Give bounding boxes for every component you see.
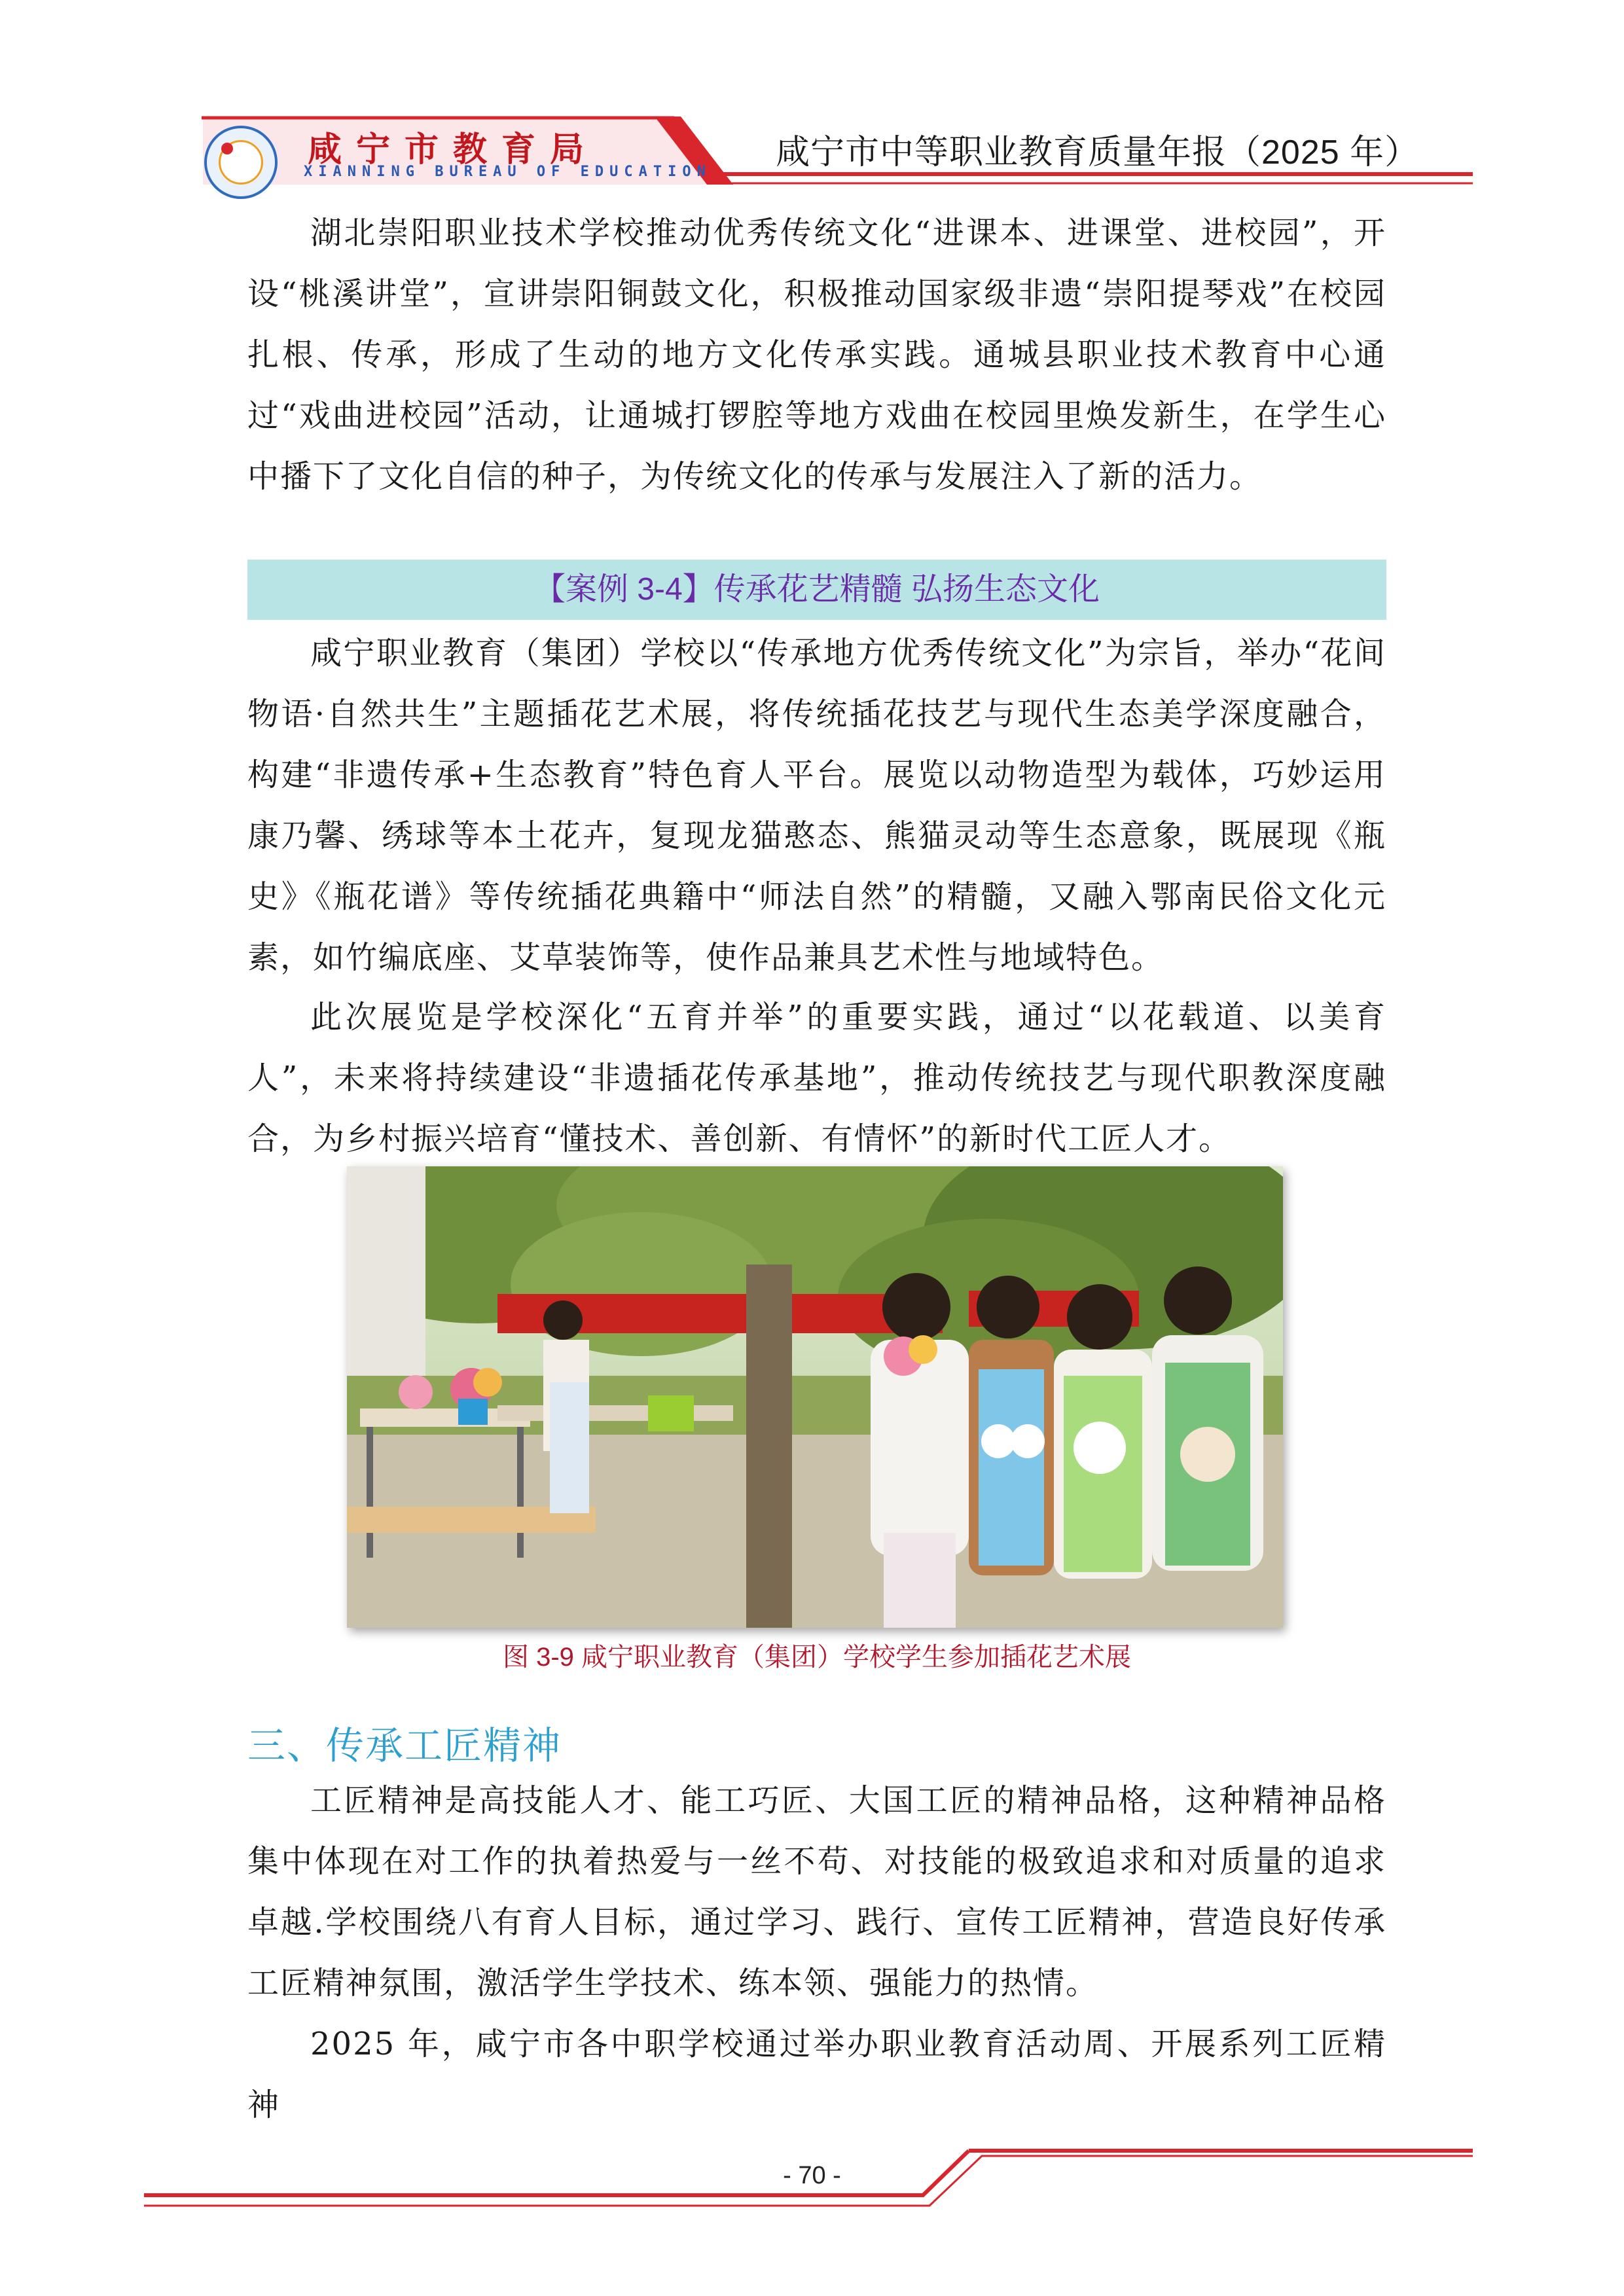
flower-exhibition-photo: [347, 1166, 1283, 1628]
section-paragraph: 工匠精神是高技能人才、能工巧匠、大国工匠的精神品格，这种精神品格集中体现在对工作的执着热爱与一丝不苟、对技能的极致追求和对质量的追求卓越.学校围绕八有育人目标，通过学习、践行、宣传工匠精神，营造良好传承工匠精神氛围，激活学生学技术、练本领、强能力的热情。: [247, 1782, 1386, 2001]
page-number: - 70 -: [783, 2162, 841, 2189]
bureau-logo-icon: [204, 126, 278, 199]
bureau-name-en: XIANNING BUREAU OF EDUCATION: [304, 164, 712, 180]
report-title: 咸宁市中等职业教育质量年报（2025 年）: [776, 134, 1420, 171]
case-paragraph: 此次展览是学校深化“五育并举”的重要实践，通过“以花载道、以美育人”，未来将持续建设“非遗插花传承基地”，推动传统技艺与现代职教深度融合，为乡村振兴培育“懂技术、善创新、有情怀”的新时代工匠人才。: [247, 999, 1386, 1157]
case-paragraph: 咸宁职业教育（集团）学校以“传承地方优秀传统文化”为宗旨，举办“花间物语·自然共生”主题插花艺术展，将传统插花技艺与现代生态美学深度融合，构建“非遗传承+生态教育”特色育人平台。展览以动物造型为载体，巧妙运用康乃馨、绣球等本土花卉，复现龙猫憨态、熊猫灵动等生态意象，既展现《瓶史》《瓶花谱》等传统插花典籍中“师法自然”的精髓，又融入鄂南民俗文化元素，如竹编底座、艾草装饰等，使作品兼具艺术性与地域特色。: [247, 635, 1386, 976]
figure-caption: 图 3-9 咸宁职业教育（集团）学校学生参加插花艺术展: [502, 1643, 1132, 1672]
section-heading: 三、传承工匠精神: [247, 1725, 562, 1767]
bureau-name: 咸宁市教育局: [308, 130, 599, 170]
section-paragraph: 2025 年，咸宁市各中职学校通过举办职业教育活动周、开展系列工匠精神: [247, 2026, 1386, 2123]
case-title: 【案例 3-4】传承花艺精髓 弘扬生态文化: [533, 572, 1100, 607]
photo-illustration: [347, 1166, 1283, 1628]
body-paragraph: 湖北崇阳职业技术学校推动优秀传统文化“进课本、进课堂、进校园”，开设“桃溪讲堂”，宣讲崇阳铜鼓文化，积极推动国家级非遗“崇阳提琴戏”在校园扎根、传承，形成了生动的地方文化传承实践。通城县职业技术教育中心通过“戏曲进校园”活动，让通城打锣腔等地方戏曲在校园里焕发新生，在学生心中播下了文化自信的种子，为传统文化的传承与发展注入了新的活力。: [247, 215, 1386, 495]
